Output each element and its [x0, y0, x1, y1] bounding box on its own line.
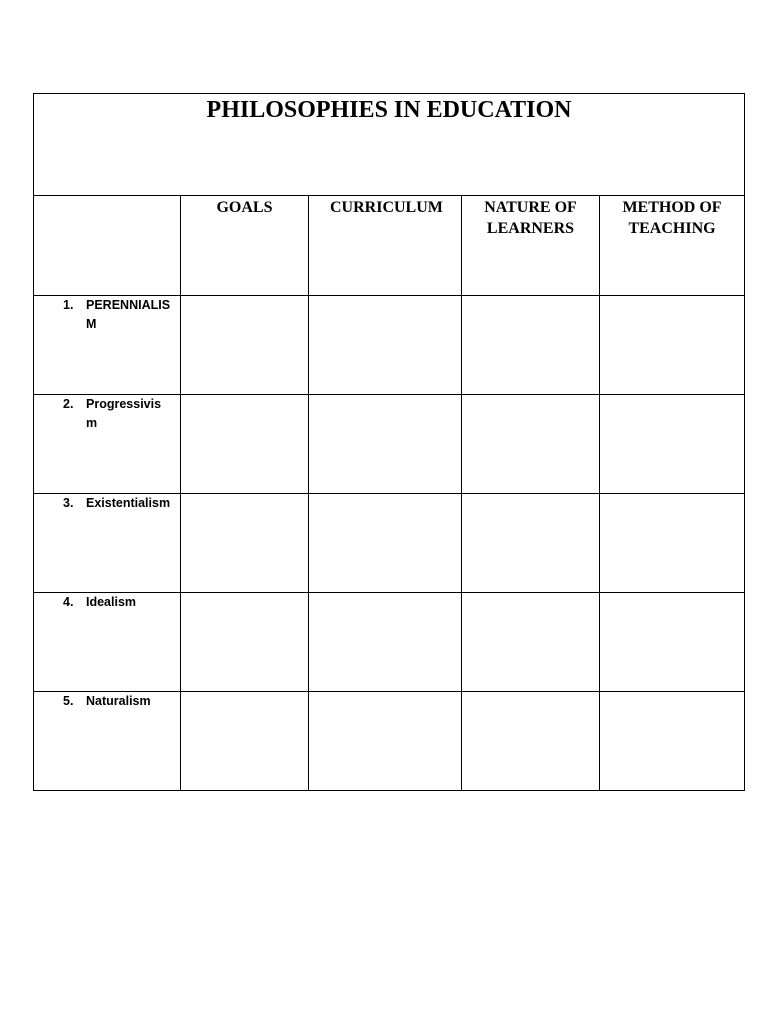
row-number: 1. — [63, 298, 74, 312]
table-cell[interactable] — [181, 494, 309, 593]
table-row — [34, 296, 745, 395]
header-empty-cell — [34, 196, 181, 296]
header-method-of-teaching-label: METHOD OF TEACHING — [622, 199, 722, 237]
row-label: Existentialism — [86, 496, 171, 510]
header-nature-of-learners-label: NATURE OF LEARNERS — [484, 199, 577, 237]
table-cell[interactable] — [309, 296, 462, 395]
header-goals-label: GOALS — [216, 199, 273, 216]
table-cell[interactable] — [462, 395, 600, 494]
table-cell[interactable] — [600, 494, 745, 593]
table-row — [34, 494, 745, 593]
table-cell[interactable] — [181, 692, 309, 791]
table-cell[interactable] — [600, 395, 745, 494]
table-cell[interactable] — [181, 296, 309, 395]
table-cell[interactable] — [600, 593, 745, 692]
row-label-cell — [34, 296, 181, 395]
row-number: 5. — [63, 694, 74, 708]
row-label-cell — [34, 494, 181, 593]
table-row — [34, 593, 745, 692]
table-cell[interactable] — [181, 593, 309, 692]
table-cell[interactable] — [462, 494, 600, 593]
table-cell[interactable] — [600, 296, 745, 395]
row-label: Naturalism — [86, 694, 151, 708]
table-row — [34, 395, 745, 494]
table-cell[interactable] — [462, 296, 600, 395]
row-number: 3. — [63, 496, 74, 510]
row-label-cell — [34, 593, 181, 692]
table-cell[interactable] — [309, 692, 462, 791]
row-label: Idealism — [86, 595, 137, 609]
row-label-cell — [34, 395, 181, 494]
table-cell[interactable] — [462, 692, 600, 791]
header-curriculum-label: CURRICULUM — [330, 199, 443, 216]
table-cell[interactable] — [181, 395, 309, 494]
header-method-of-teaching — [600, 196, 745, 296]
table-cell[interactable] — [309, 395, 462, 494]
row-label: PERENNIALISM — [86, 298, 171, 331]
philosophies-table — [33, 93, 745, 791]
table-cell[interactable] — [309, 593, 462, 692]
table-cell[interactable] — [600, 692, 745, 791]
title-row — [34, 94, 745, 196]
header-row — [34, 196, 745, 296]
header-goals — [181, 196, 309, 296]
row-number: 4. — [63, 595, 74, 609]
page-title: PHILOSOPHIES IN EDUCATION — [34, 94, 745, 196]
table-row — [34, 692, 745, 791]
table-cell[interactable] — [309, 494, 462, 593]
row-label: Progressivism — [86, 397, 162, 430]
row-label-cell — [34, 692, 181, 791]
row-number: 2. — [63, 397, 74, 411]
header-curriculum — [309, 196, 462, 296]
header-nature-of-learners — [462, 196, 600, 296]
table-cell[interactable] — [462, 593, 600, 692]
